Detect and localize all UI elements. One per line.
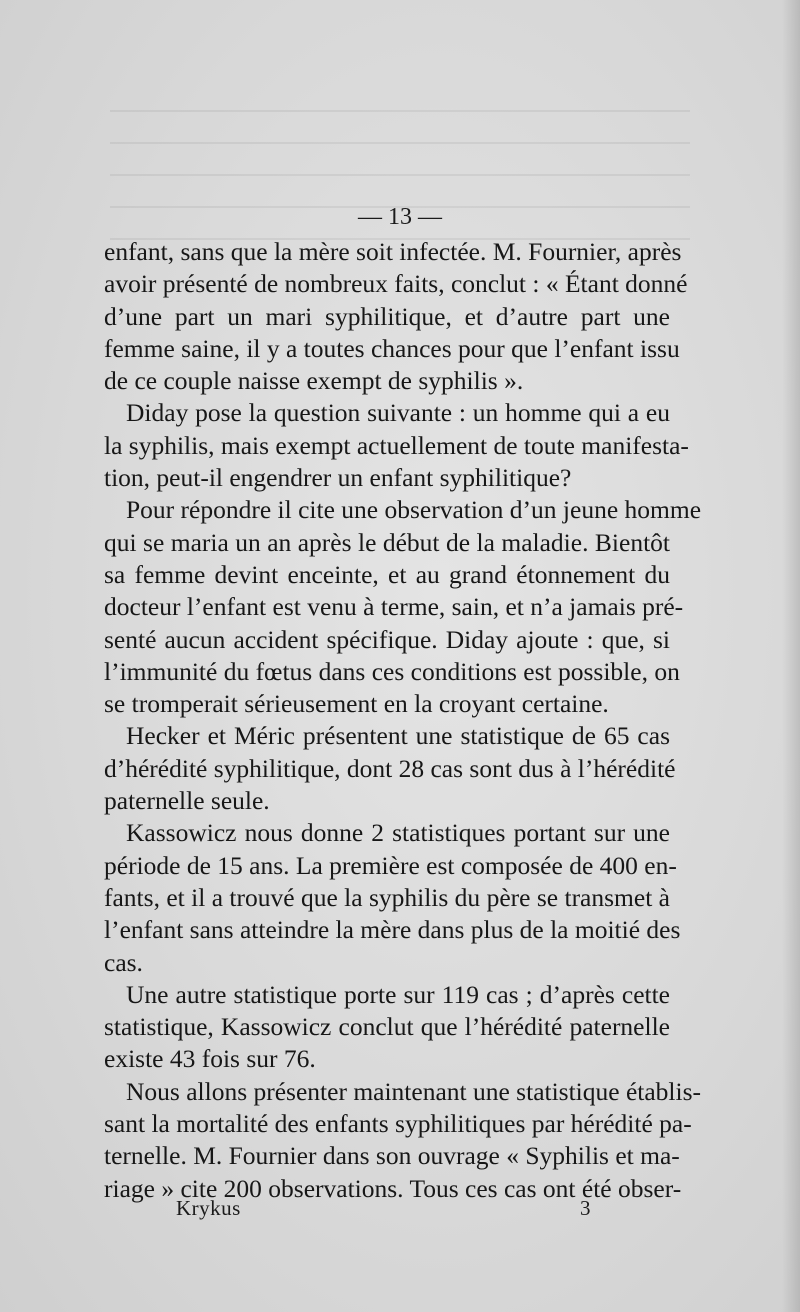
text-line: existe 43 fois sur 76. <box>104 1044 316 1074</box>
footer-signature: 3 <box>580 1196 591 1220</box>
text-line: statistique, Kassowicz conclut que l’hérédité paternelle <box>104 1012 670 1042</box>
text-line: la syphilis, mais exempt actuellement de toute manifesta- <box>104 430 689 460</box>
text-line: riage » cite 200 observations. Tous ces cas ont été obser- <box>104 1173 682 1203</box>
text-line: tion, peut-il engendrer un enfant syphilitique? <box>104 463 572 493</box>
text-line: Diday pose la question suivante : un homme qui a eu <box>126 398 670 428</box>
text-line: sa femme devint enceinte, et au grand étonnement du <box>104 559 670 589</box>
text-line: fants, et il a trouvé que la syphilis du père se transmet à <box>104 882 670 912</box>
text-line: se tromperait sérieusement en la croyant certaine. <box>104 689 609 719</box>
text-line: sant la mortalité des enfants syphilitiques par hérédité pa- <box>104 1109 692 1139</box>
text-line: enfant, sans que la mère soit infectée. M. Fournier, après <box>104 237 682 266</box>
text-line: Une autre statistique porte sur 119 cas ; d’après cette <box>126 979 670 1009</box>
footer-author: Krykus <box>176 1196 241 1220</box>
text-line: de ce couple naisse exempt de syphilis ». <box>104 366 524 396</box>
text-line: Nous allons présenter maintenant une statistique établis- <box>126 1076 702 1106</box>
text-line: ternelle. M. Fournier dans son ouvrage « Syphilis et ma- <box>104 1141 680 1171</box>
text-line: femme saine, il y a toutes chances pour que l’enfant issu <box>104 333 680 363</box>
text-line: d’hérédité syphilitique, dont 28 cas sont dus à l’hérédité <box>104 753 676 783</box>
text-line: Hecker et Méric présentent une statistique de 65 cas <box>126 721 670 751</box>
text-line: avoir présenté de nombreux faits, conclut : « Étant donné <box>104 269 688 299</box>
text-line: l’enfant sans atteindre la mère dans plus de la moitié des <box>104 915 681 945</box>
text-line: docteur l’enfant est venu à terme, sain, et n’a jamais pré- <box>104 592 684 622</box>
text-line: période de 15 ans. La première est composée de 400 en- <box>104 850 677 880</box>
text-line: d’une part un mari syphilitique, et d’autre part une <box>104 301 670 331</box>
text-line: l’immunité du fœtus dans ces conditions est possible, on <box>104 656 680 686</box>
text-line: qui se maria un an après le début de la maladie. Bientôt <box>104 527 670 557</box>
page-number: — 13 — <box>358 204 442 230</box>
text-line: cas. <box>104 947 143 977</box>
text-line: Kassowicz nous donne 2 statistiques portant sur une <box>126 818 670 848</box>
text-line: Pour répondre il cite une observation d’un jeune homme <box>126 495 702 525</box>
text-line: paternelle seule. <box>104 786 270 816</box>
page-edge-shadow <box>782 0 800 1312</box>
body-text <box>104 236 702 1205</box>
text-line: senté aucun accident spécifique. Diday ajoute : que, si <box>104 624 670 654</box>
